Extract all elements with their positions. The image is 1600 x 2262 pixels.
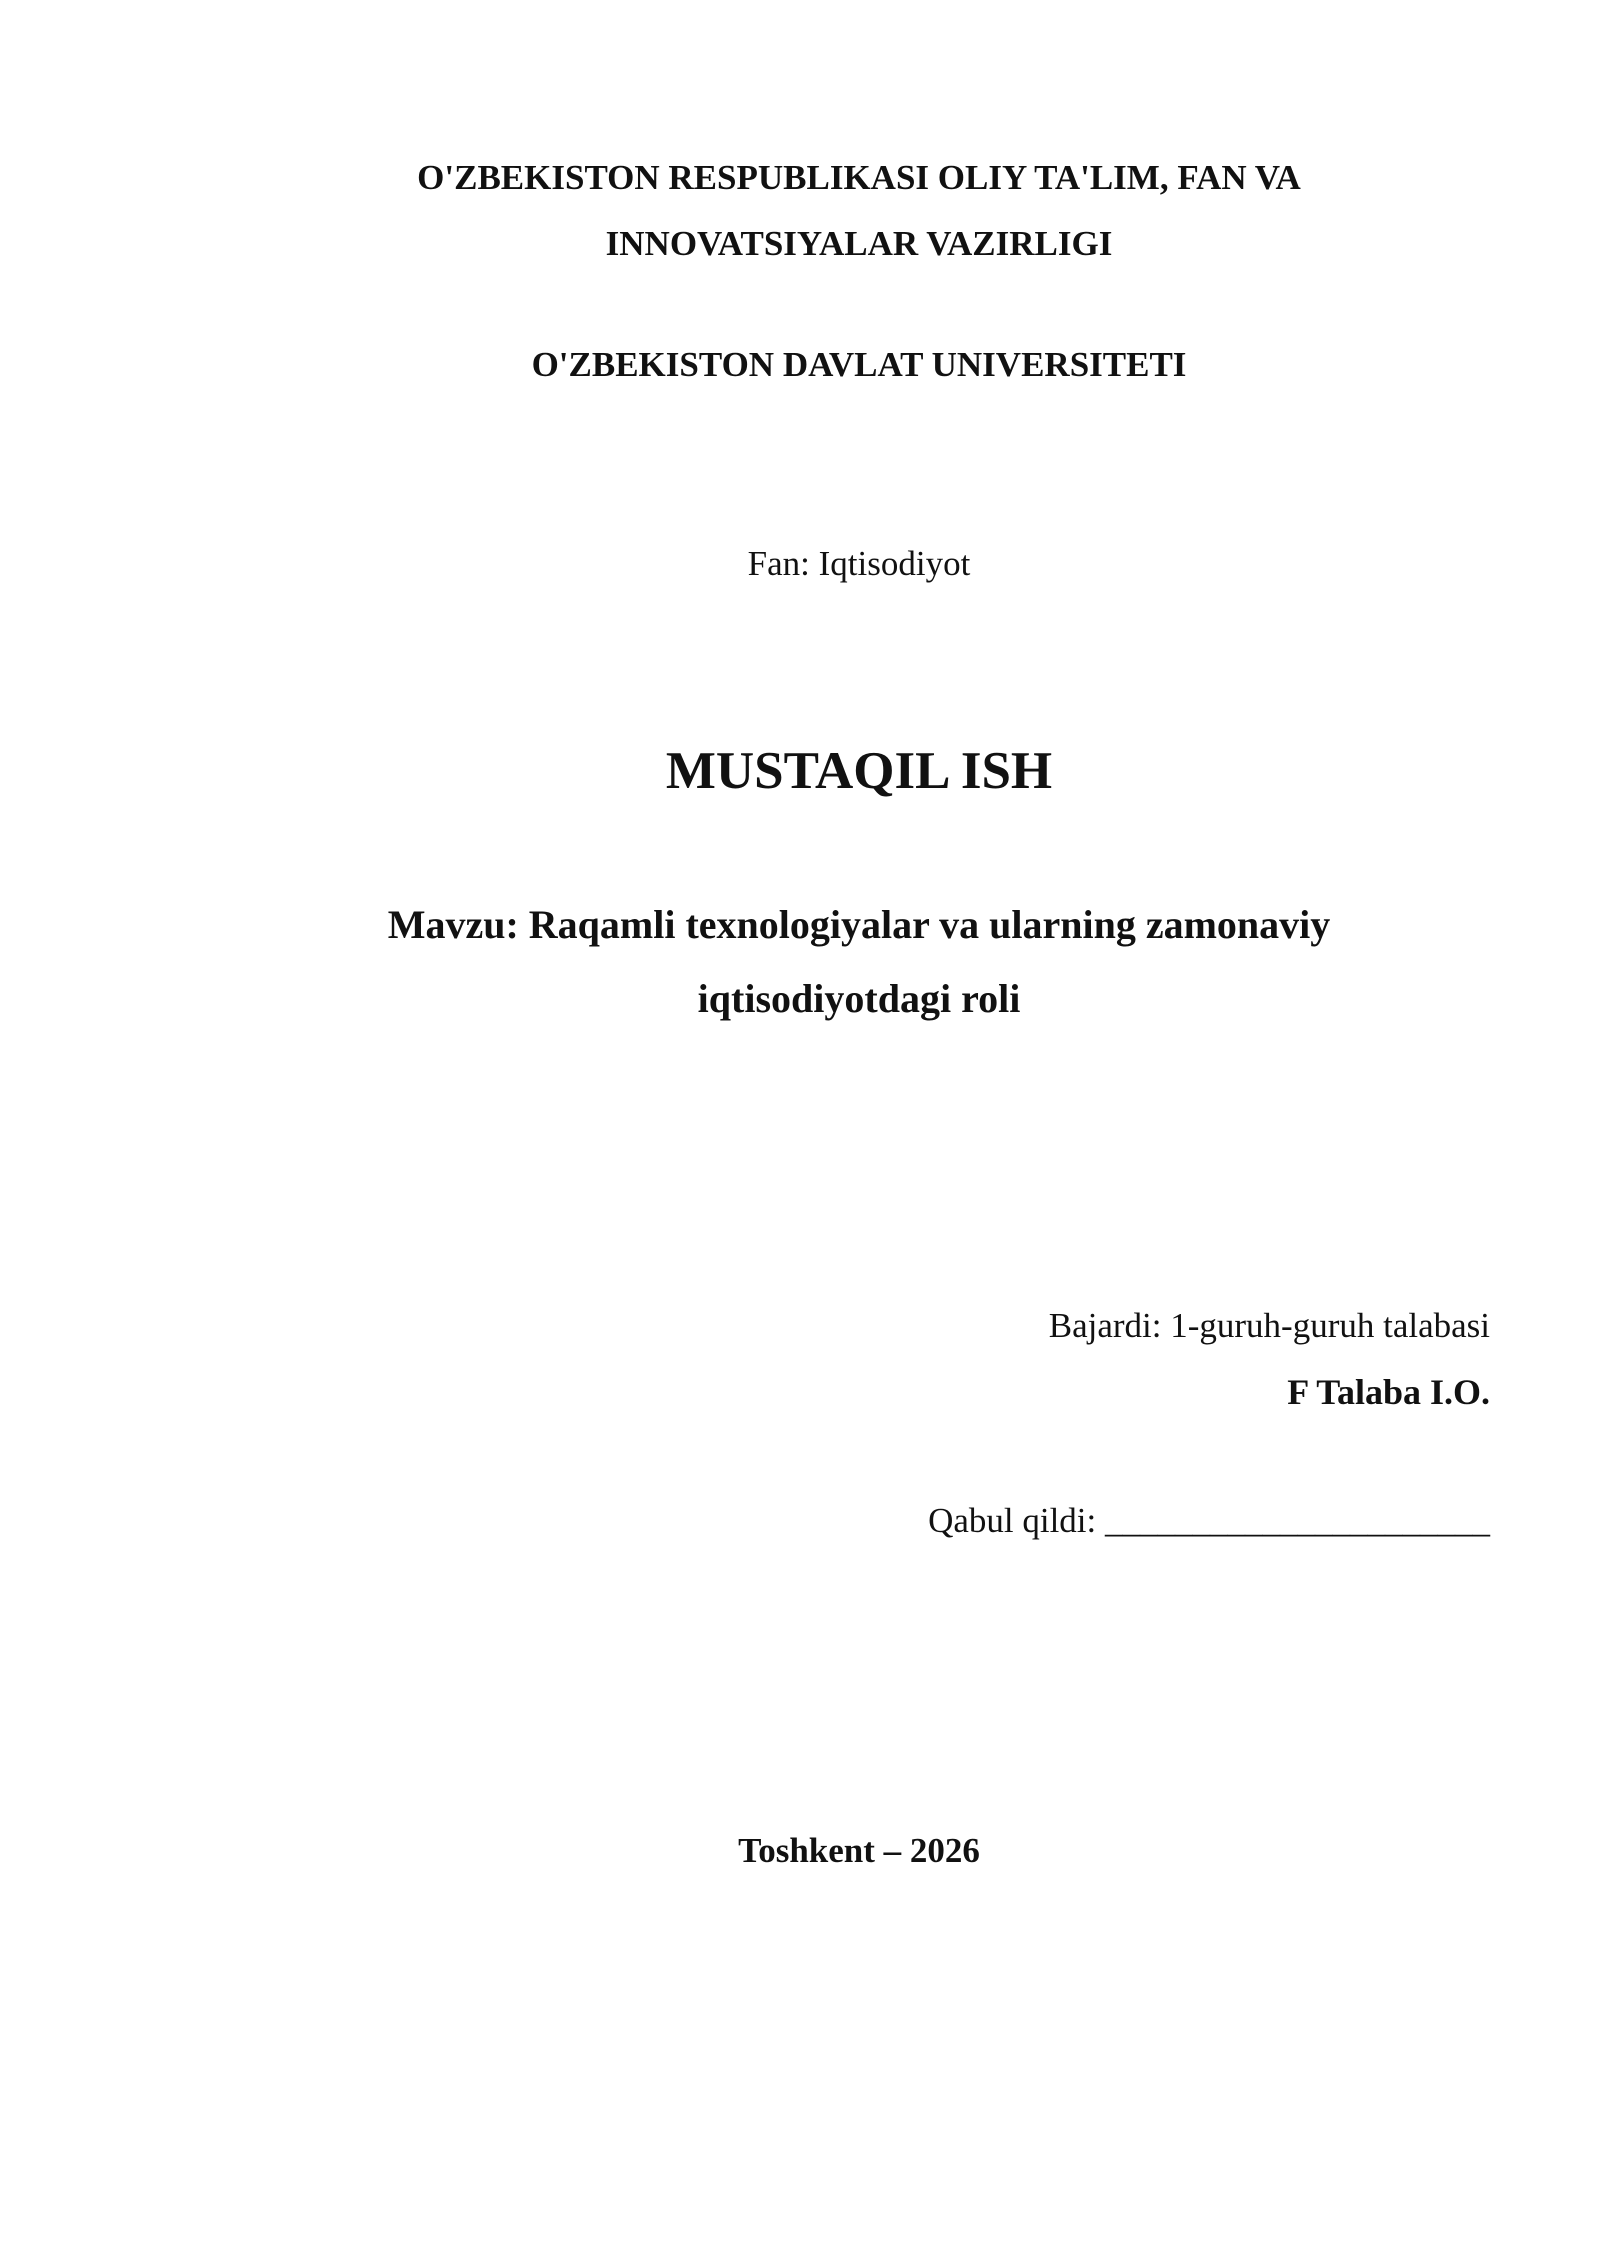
university-heading: O'ZBEKISTON DAVLAT UNIVERSITETI [531,345,1187,384]
accepted-by-line: Qabul qildi: ______________________ [928,1501,1490,1540]
topic-heading [300,888,1418,1036]
ministry-heading [250,145,1468,277]
ministry-line-1: O'ZBEKISTON RESPUBLIKASI OLIY TA'LIM, FAN VA [417,158,1301,197]
document-title: MUSTAQIL ISH [665,742,1053,800]
topic-line-2: iqtisodiyotdagi roli [697,976,1021,1021]
student-name: F Talaba I.O. [1287,1372,1490,1412]
ministry-line-2: INNOVATSIYALAR VAZIRLIGI [605,224,1113,263]
subject-line: Fan: Iqtisodiyot [747,544,971,583]
performer-label: Bajardi: 1-guruh-guruh talabasi [1048,1306,1490,1345]
city-year: Toshkent – 2026 [738,1831,980,1870]
topic-line-1: Mavzu: Raqamli texnologiyalar va ularning zamonaviy [387,902,1331,947]
